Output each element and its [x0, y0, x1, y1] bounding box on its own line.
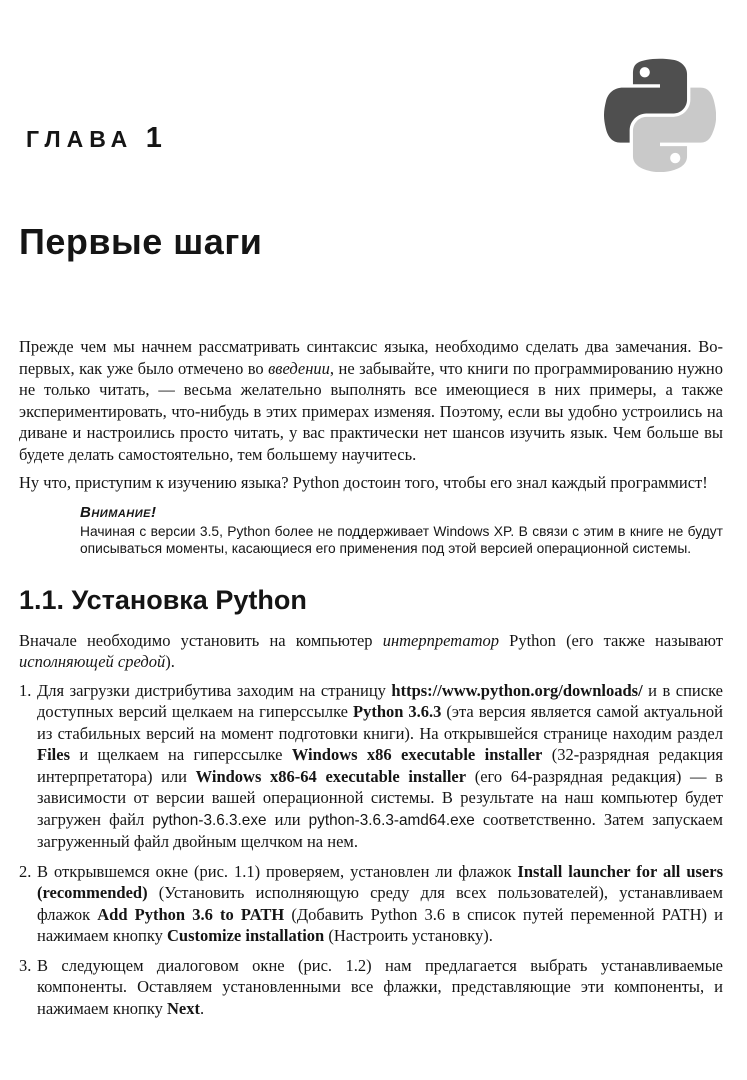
step-text: В открывшемся окне (рис. 1.1) проверяем, установлен ли флажок Install launcher for all users (recommended) (Установить исполняющую среду для всех пользователей), устанавливаем флажок Add Python 3.6 to PATH (Добавить Python 3.6 в список путей переменной PATH) и нажимаем кнопку Customize installation (Настроить установку). — [37, 861, 724, 945]
python-logo-icon — [604, 58, 716, 172]
list-item — [19, 861, 723, 947]
chapter-title: Первые шаги — [19, 221, 263, 262]
chapter-word: ГЛАВА — [26, 126, 134, 152]
page-content — [0, 122, 747, 1019]
section-intro-paragraph: Вначале необходимо установить на компьютер интерпретатор Python (его также называют исполняющей средой). — [19, 630, 723, 671]
step-number: 2. — [19, 861, 32, 881]
attention-note — [80, 504, 723, 558]
chapter-number: 1 — [145, 122, 162, 154]
list-item — [19, 680, 723, 853]
section-heading: 1.1. Установка Python — [19, 584, 307, 615]
intro-paragraph-1: Прежде чем мы начнем рассматривать синтаксис языка, необходимо сделать два замечания. Во-первых, как уже было отмечено во введении, не забывайте, что книги по программированию нужно не только читать, — весьма желательно выполнять все имеющиеся в них примеры, а также экспериментировать, что-нибудь в этих примерах изменяя. Поэтому, если вы удобно устроились на диване и настроились просто читать, у вас практически нет шансов изучить язык. Чем больше вы будете делать самостоятельно, тем большему научитесь. — [19, 337, 723, 464]
step-text: Для загрузки дистрибутива заходим на страницу https://www.python.org/downloads/ и в списке доступных версий щелкаем на гиперссылке Python 3.6.3 (эта версия является самой актуальной из стабильных версий на момент подготовки книги). На открывшейся странице находим раздел Files и щелкаем на гиперссылке Windows x86 executable installer (32-разрядная редакция интерпретатора) или Windows x86-64 executable installer (его 64-разрядная редакция) — в зависимости от версии вашей операционной системы. В результате на наш компьютер будет загружен файл python-3.6.3.exe или python-3.6.3-amd64.exe соответственно. Затем запускаем загруженный файл двойным щелчком на нем. — [37, 680, 724, 851]
list-item — [19, 955, 723, 1020]
step-number: 3. — [19, 955, 32, 975]
intro-paragraph-2: Ну что, приступим к изучению языка? Python достоин того, чтобы его знал каждый программист! — [19, 473, 708, 492]
attention-note-title: Внимание! — [80, 503, 157, 521]
step-number: 1. — [19, 680, 32, 700]
step-text: В следующем диалоговом окне (рис. 1.2) нам предлагается выбрать устанавливаемые компоненты. Оставляем установленными все флажки, представляющие эти компоненты, и нажимаем кнопку Next. — [37, 955, 723, 1018]
install-steps-list — [19, 680, 723, 1020]
attention-note-body: Начиная с версии 3.5, Python более не поддерживает Windows XP. В связи с этим в книге не будут описываться моменты, касающиеся его применения под этой версией операционной системы. — [80, 523, 723, 556]
